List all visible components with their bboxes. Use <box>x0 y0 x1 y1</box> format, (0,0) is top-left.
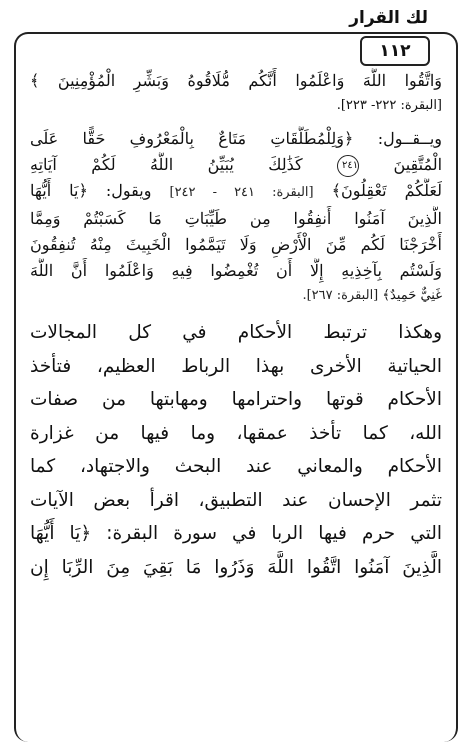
verse-text: ويقول: ﴿يَا أَيُّهَا <box>30 181 152 200</box>
prose-line: الله، كما تأخذ عمقها، وما فيها من غزارة <box>30 422 442 444</box>
verse-line <box>30 178 442 206</box>
prose-line: الحياتية الأخرى بهذا الرباط العظيم، فتأخذ <box>30 355 442 377</box>
prose-line: وهكذا ترتبط الأحكام في كل المجالات <box>30 322 442 343</box>
verse-line: الَّذِينَ آمَنُوا أَنفِقُوا مِن طَيِّبَاتِ مَا كَسَبْتُمْ وَمِمَّا <box>30 209 442 228</box>
verse-line: ويــقــول: ﴿وَلِلْمُطَلَّقَاتِ مَتَاعٌ بِالْمَعْرُوفِ حَقًّا عَلَى <box>30 129 442 148</box>
running-header-title: لك القرار <box>343 8 434 28</box>
verse-text: غَنِيٌّ حَمِيدٌ﴾ <box>382 288 442 303</box>
prose-line: الَّذِينَ آمَنُوا اتَّقُوا اللَّهَ وَذَرُوا مَا بَقِيَ مِنَ الرِّبَا إِن <box>30 556 442 578</box>
verse-line <box>30 284 442 308</box>
verse-line: وَاتَّقُوا اللَّهَ وَاعْلَمُوا أَنَّكُم مُّلَاقُوهُ وَبَشِّرِ الْمُؤْمِنِينَ ﴾ <box>30 71 442 90</box>
prose-line: تثمر الإحسان عند التطبيق، اقرأ بعض الآيات <box>30 489 442 511</box>
page-number: ١١٢ <box>360 36 430 66</box>
prose-paragraph <box>30 316 442 584</box>
ayah-number-marker: ٢٤١ <box>337 155 359 177</box>
page-body <box>30 68 442 584</box>
prose-line: التي حرم فيها الربا في سورة البقرة: ﴿يَا أَيُّهَا <box>30 523 442 544</box>
verse-reference: [البقرة: ٢٢٢- ٢٢٣]. <box>336 98 442 113</box>
prose-line: الأحكام والمعاني عند البحث والاجتهاد، كما <box>30 456 442 477</box>
verse-reference: [البقرة: ٢٦٧]. <box>302 288 379 303</box>
verse-line: أَخْرَجْنَا لَكُم مِّنَ الْأَرْضِ وَلَا تَيَمَّمُوا الْخَبِيثَ مِنْهُ تُنفِقُونَ <box>30 235 442 254</box>
verse-text: كَذَٰلِكَ يُبَيِّنُ اللَّهُ لَكُمْ آيَاتِهِ <box>30 155 303 174</box>
spacer <box>30 118 442 126</box>
verse-text: لَعَلَّكُمْ تَعْقِلُونَ﴾ <box>331 181 442 200</box>
verse-reference: [البقرة: ٢٤١ - ٢٤٢] <box>169 185 314 200</box>
spacer <box>30 308 442 316</box>
prose-line: الأحكام قوتها واحترامها ومهابتها من صفات <box>30 389 442 410</box>
verse-text: الْمُتَّقِينَ <box>393 155 442 174</box>
verse-line <box>30 152 442 178</box>
verse-line: وَلَسْتُم بِآخِذِيهِ إِلَّا أَن تُغْمِضُوا فِيهِ وَاعْلَمُوا أَنَّ اللَّهَ <box>30 261 442 280</box>
